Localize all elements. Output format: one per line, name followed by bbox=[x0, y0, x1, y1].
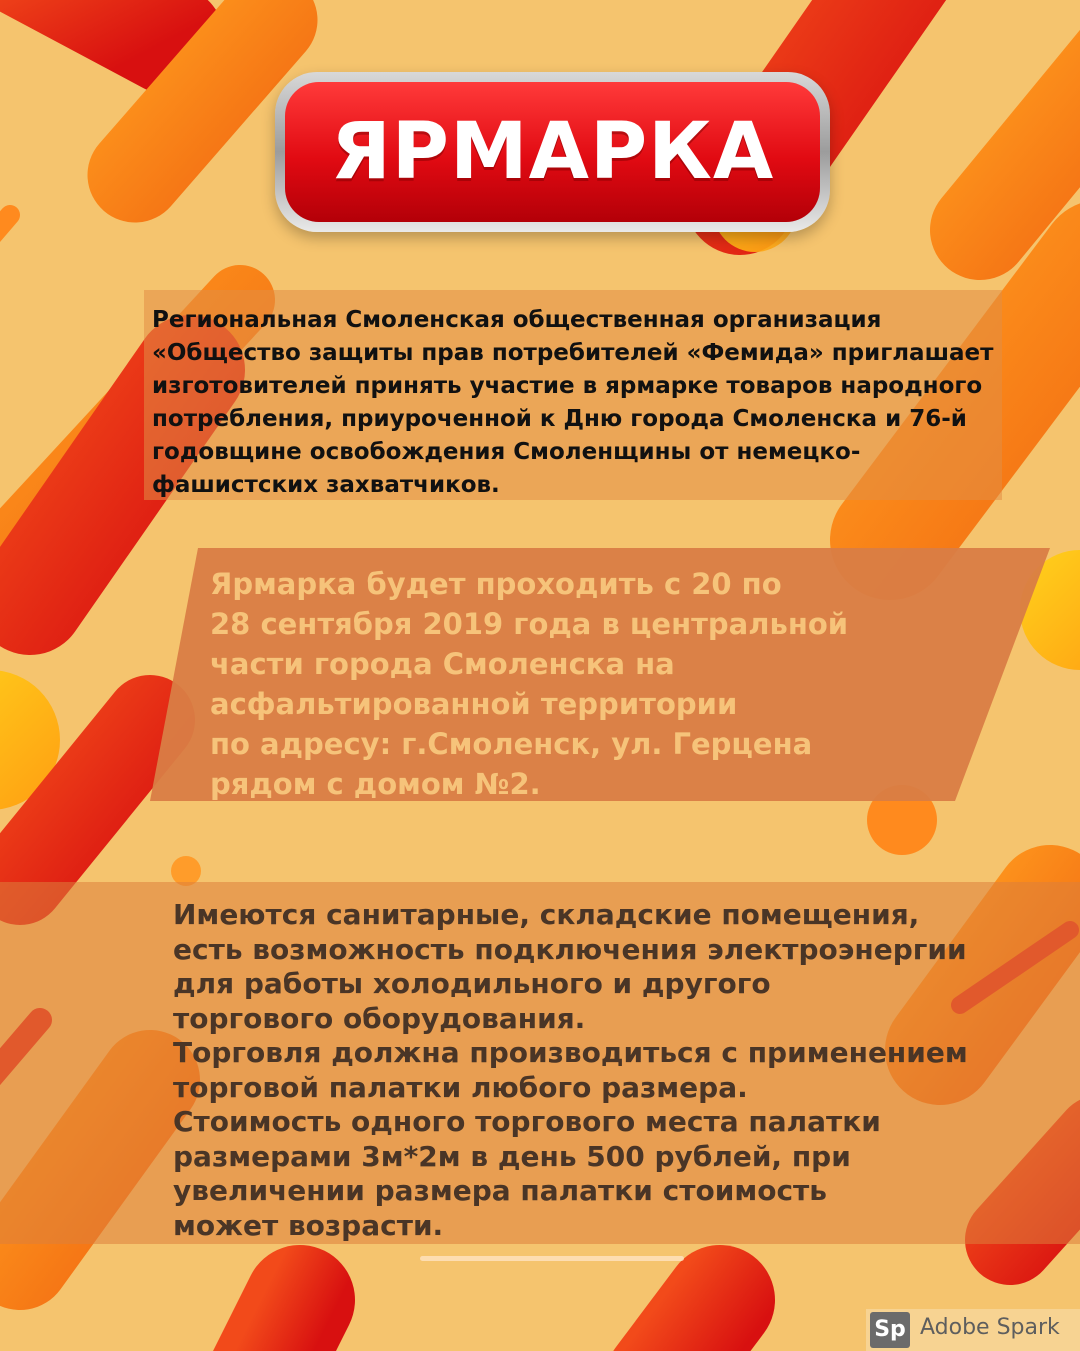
scroll-indicator[interactable] bbox=[420, 1256, 684, 1261]
details-panel bbox=[0, 882, 1080, 1244]
adobe-spark-label: Adobe Spark bbox=[920, 1315, 1060, 1340]
adobe-spark-watermark bbox=[866, 1309, 1080, 1351]
adobe-spark-icon: Sp bbox=[870, 1312, 910, 1348]
event-text: Ярмарка будет проходить с 20 по 28 сентября 2019 года в центральной части города Смоленска на асфальтированной территории по адресу: г.Смоленск, ул. Герцена рядом с домом №2. bbox=[210, 567, 849, 801]
fair-logo-badge bbox=[285, 82, 820, 222]
intro-text: Региональная Смоленская общественная организация «Общество защиты прав потребителей «Фемида» приглашает изготовителей принять участие в ярмарке товаров народного потребления, приуроченной к Дню города Смоленска и 76-й годовщине освобождения Смоленщины от немецко- фашистских захватчиков. bbox=[152, 307, 994, 498]
fair-logo bbox=[275, 72, 830, 232]
intro-panel bbox=[144, 290, 1002, 500]
fair-logo-text: ЯРМАРКА bbox=[330, 107, 775, 197]
details-text: Имеются санитарные, складские помещения, есть возможность подключения электроэнергии для работы холодильного и другого торгового оборудования. Торговля должна производиться с применением торговой палатки любого размера. Стоимость одного торгового места палатки размерами 3м*2м в день 500 рублей, при увеличении размера палатки стоимость может возрасти. bbox=[173, 898, 968, 1242]
event-panel bbox=[150, 548, 1050, 801]
